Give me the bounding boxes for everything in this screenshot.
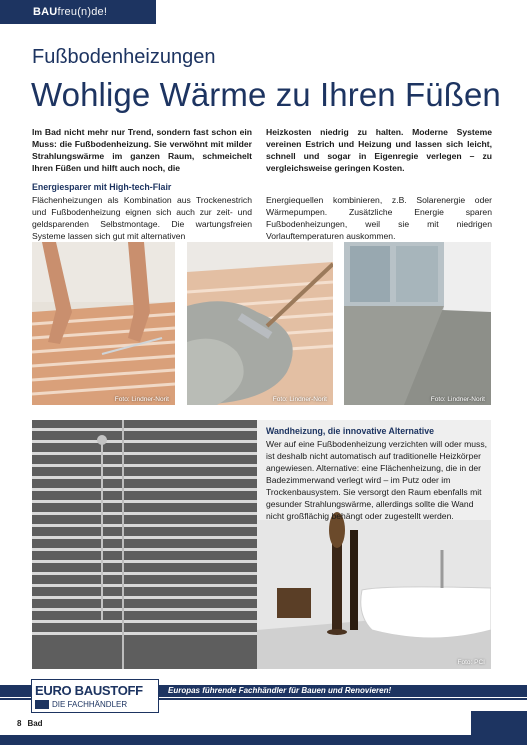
brand-tab xyxy=(0,0,156,24)
section-name: Bad xyxy=(27,718,43,728)
eurobaustoff-logo xyxy=(31,679,159,713)
photo3-credit: Foto: Lindner-Norit xyxy=(430,396,485,403)
bottom-band xyxy=(0,735,527,745)
brand-bold: BAU xyxy=(33,6,58,18)
section2-body: Wer auf eine Fußbodenheizung verzichten will oder muss, ist deshalb nicht automatisch auf traditionelle Heizkörper angewiesen. Alternative: eine Flächenheizung, die in der Badezimmerwand verlegt wird – im Putz oder im Trockenbausystem. Sie versorgt den Raum ebenfalls mit gesunder Strahlungswärme, allerdings sollte die Wand nicht großflächig behängt oder zugestellt werden. xyxy=(266,439,488,521)
section1-col2: Energiequellen kombinieren, z.B. Solarenergie oder Wärmepumpen. Zusätzliche Energie sparen Fußbodenheizungen, weil sie mit niedrigen Vorlauftemperaturen auskommen. xyxy=(266,195,492,241)
photo1-credit: Foto: Lindner-Norit xyxy=(114,396,169,403)
page-number: 8 xyxy=(17,718,22,728)
section1-col1: Flächenheizungen als Kombination aus Trockenestrich und Fußbodenheizung eignen sich auch zur zeit- und geldsparenden Selbstmontage. Die wartungsfreien Systeme lassen sich gut mit alternativen xyxy=(32,195,252,241)
logo-tagline-row xyxy=(35,699,155,710)
photo-finished-floor xyxy=(344,242,491,405)
intro-col2: Heizkosten niedrig zu halten. Moderne Systeme vereinen Estrich und Heizung und lassen sich leicht, schnell und sogar in Eigenregie verlegen – zu vergleichsweise geringen Kosten. xyxy=(266,127,492,173)
photo-pipe-laying xyxy=(32,242,175,405)
bottom-band-corner xyxy=(471,711,527,745)
intro-col1: Im Bad nicht mehr nur Trend, sondern fast schon ein Muss: die Fußbodenheizung. Sie verwöhnt mit milder Strahlungswärme im ganzen Raum, schmeichelt Ihren Füßen und hilft auch noch, die xyxy=(32,127,252,173)
brand-light: freu(n)de! xyxy=(57,6,108,18)
logo-tagline: DIE FACHHÄNDLER xyxy=(52,700,128,709)
photo2-credit: Foto: Lindner-Norit xyxy=(272,396,327,403)
article-subtitle: Fußbodenheizungen xyxy=(32,46,216,68)
article-headline: Wohlige Wärme zu Ihren Füßen xyxy=(31,76,501,113)
section2-heading: Wandheizung, die innovative Alternative xyxy=(266,426,434,436)
page-footer-label xyxy=(0,711,60,735)
section1-heading: Energiesparer mit High-tech-Flair xyxy=(32,182,172,192)
logo-wordmark: EURO BAUSTOFF xyxy=(35,683,143,698)
photo4-credit: Foto: PCI xyxy=(457,659,485,666)
logo-mark-icon xyxy=(35,700,49,709)
photo-screed xyxy=(187,242,333,405)
wall-heating-box xyxy=(266,426,488,522)
footer-slogan: Europas führende Fachhändler für Bauen und Renovieren! xyxy=(168,686,392,695)
